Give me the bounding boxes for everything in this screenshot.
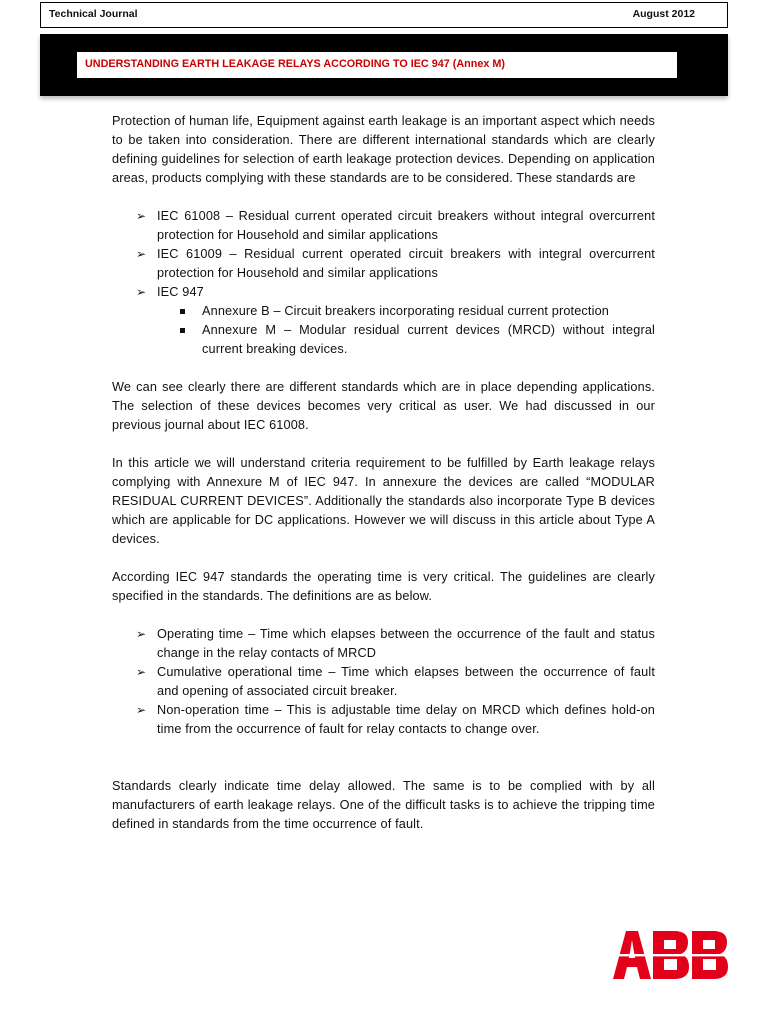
square-bullet-icon — [180, 309, 185, 314]
arrowhead-bullet-icon: ➢ — [136, 703, 147, 717]
abb-logo — [612, 930, 728, 980]
definitions-list — [112, 625, 655, 739]
article-title: UNDERSTANDING EARTH LEAKAGE RELAYS ACCORDING TO IEC 947 (Annex M) — [85, 58, 505, 70]
title-band — [40, 34, 728, 96]
arrowhead-bullet-icon: ➢ — [136, 209, 147, 223]
journal-name: Technical Journal — [49, 8, 138, 20]
list-item: ➢ IEC 61008 – Residual current operated circuit breakers without integral overcurrent protection for Household and similar applications — [136, 209, 655, 242]
list-item: Annexure M – Modular residual current devices (MRCD) without integral current breaking devices. — [112, 321, 655, 359]
intro-paragraph: Protection of human life, Equipment against earth leakage is an important aspect which needs to be taken into consideration. There are different international standards which are clearly defining guidelines for selection of earth leakage protection devices. Depending on application areas, products complying with these standards are to be considered. These standards are — [112, 114, 655, 185]
article-body — [112, 112, 655, 834]
list-item: ➢ Operating time – Time which elapses between the occurrence of the fault and status change in the relay contacts of MRCD — [136, 627, 655, 660]
list-item: ➢ Cumulative operational time – Time which elapses between the occurrence of fault and opening of associated circuit breaker. — [136, 665, 655, 698]
list-item: ➢ Non-operation time – This is adjustable time delay on MRCD which defines hold-on time from the occurrence of fault for relay contacts to change over. — [136, 703, 655, 736]
paragraph-article-scope: In this article we will understand criteria requirement to be fulfilled by Earth leakage relays complying with Annexure M of IEC 947. In annexure the devices are called “MODULAR RESIDUAL CURRENT DEVICES”. Additionally the standards also incorporate Type B devices which are applicable for DC applications. However we will discuss in this article about Type A devices. — [112, 456, 655, 546]
page-header — [40, 2, 728, 28]
paragraph-operating-time: According IEC 947 standards the operating time is very critical. The guidelines are clearly specified in the standards. The definitions are as below. — [112, 570, 655, 603]
paragraph-time-delay: Standards clearly indicate time delay allowed. The same is to be complied with by all manufacturers of earth leakage relays. One of the difficult tasks is to achieve the tripping time defined in standards from the time occurrence of fault. — [112, 779, 655, 831]
list-item: Annexure B – Circuit breakers incorporating residual current protection — [112, 302, 655, 321]
arrowhead-bullet-icon: ➢ — [136, 627, 147, 641]
title-box — [77, 52, 677, 78]
arrowhead-bullet-icon: ➢ — [136, 285, 147, 299]
annexure-list — [157, 302, 655, 359]
arrowhead-bullet-icon: ➢ — [136, 247, 147, 261]
arrowhead-bullet-icon: ➢ — [136, 665, 147, 679]
paragraph-standards-note: We can see clearly there are different standards which are in place depending applications. The selection of these devices becomes very critical as user. We had discussed in our previous journal about IEC 61008. — [112, 380, 655, 432]
list-item: ➢ IEC 947 Annexure B – Circuit breakers incorporating residual current protection Annexure M – Modular residual current devices (MRCD) without integral current breaking devices. — [112, 283, 655, 359]
issue-date: August 2012 — [632, 8, 695, 20]
list-item: ➢ IEC 61009 – Residual current operated circuit breakers with integral overcurrent protection for Household and similar applications — [136, 247, 655, 280]
square-bullet-icon — [180, 328, 185, 333]
standards-list — [112, 207, 655, 359]
